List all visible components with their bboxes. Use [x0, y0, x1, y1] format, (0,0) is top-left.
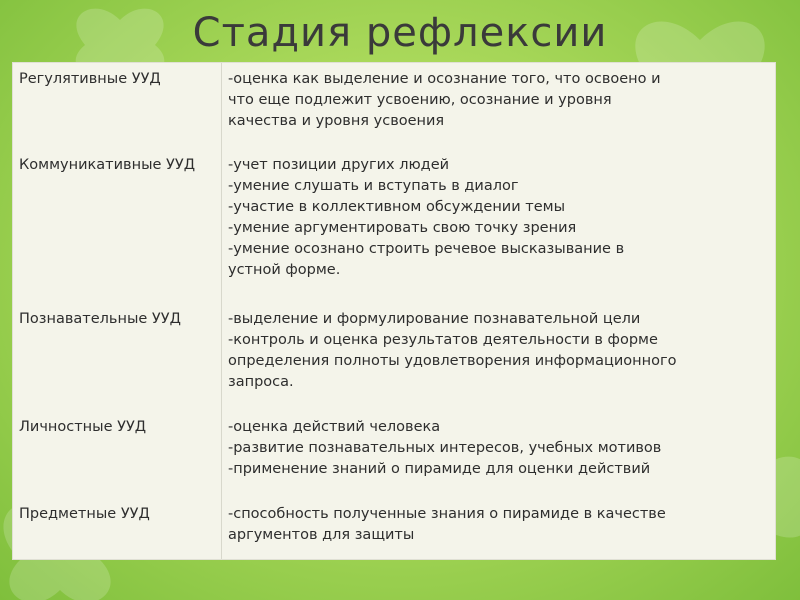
row-text-subject [228, 504, 768, 546]
text-line: -контроль и оценка результатов деятельности в форме [228, 332, 658, 348]
description-column [222, 63, 775, 559]
page-title: Стадия рефлексии [192, 10, 608, 56]
text-line: -оценка как выделение и осознание того, что освоено и [228, 71, 661, 87]
row-text-personal [228, 417, 768, 480]
row-text-communicative [228, 155, 768, 281]
text-line: -умение слушать и вступать в диалог [228, 178, 519, 194]
text-line: устной форме. [228, 262, 341, 278]
row-label-regulatory: Регулятивные УУД [19, 71, 161, 87]
text-line: -умение осознано строить речевое высказывание в [228, 241, 625, 257]
text-line: -участие в коллективном обсуждении темы [228, 199, 566, 215]
text-line: определения полноты удовлетворения информационного [228, 353, 677, 369]
text-line: качества и уровня усвоения [228, 113, 445, 129]
row-label-personal: Личностные УУД [19, 419, 147, 435]
text-line: -применение знаний о пирамиде для оценки действий [228, 461, 651, 477]
text-line: -оценка действий человека [228, 419, 441, 435]
text-line: -выделение и формулирование познавательной цели [228, 311, 641, 327]
row-text-cognitive [228, 309, 768, 393]
text-line: -учет позиции других людей [228, 157, 450, 173]
row-label-cognitive: Познавательные УУД [19, 311, 181, 327]
text-line: -развитие познавательных интересов, учебных мотивов [228, 440, 662, 456]
text-line: -способность полученные знания о пирамиде в качестве [228, 506, 666, 522]
text-line: запроса. [228, 374, 294, 390]
row-label-communicative: Коммуникативные УУД [19, 157, 196, 173]
category-column [13, 63, 222, 559]
text-line: аргументов для защиты [228, 527, 415, 543]
row-label-subject: Предметные УУД [19, 506, 150, 522]
text-line: что еще подлежит усвоению, осознание и уровня [228, 92, 612, 108]
row-text-regulatory [228, 69, 768, 132]
content-table [12, 62, 776, 560]
text-line: -умение аргументировать свою точку зрения [228, 220, 577, 236]
